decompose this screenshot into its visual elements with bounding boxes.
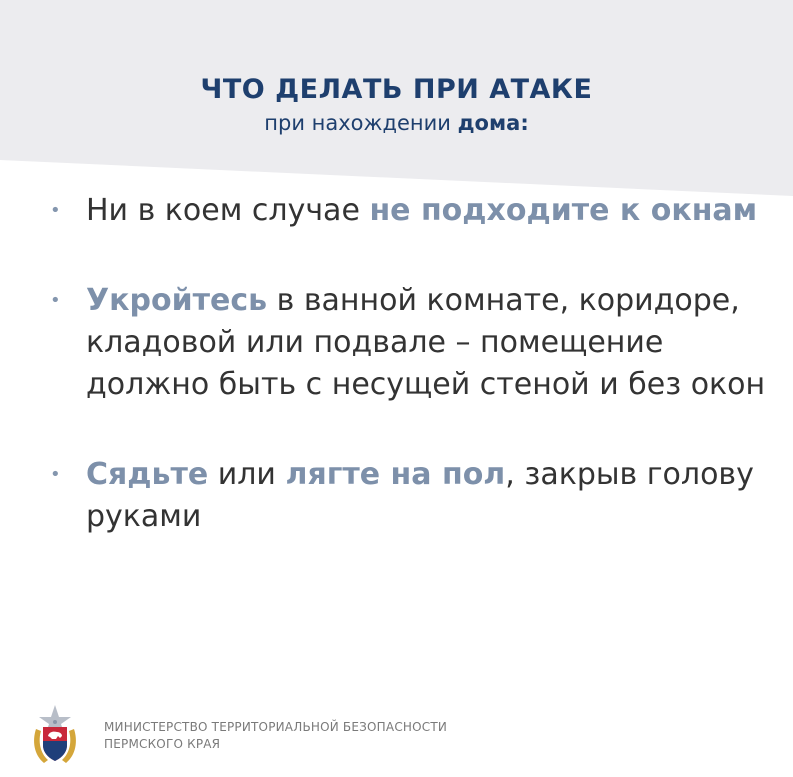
list-item (50, 280, 770, 406)
page-subtitle (0, 108, 793, 138)
bullet-dot-icon: • (50, 464, 61, 485)
ministry-emblem-icon (30, 705, 80, 767)
text-part: или (208, 457, 286, 492)
list-item (50, 190, 770, 232)
list-item (50, 454, 770, 538)
highlight-part: Укройтесь (86, 283, 268, 318)
list-item-text (86, 280, 770, 406)
subtitle-strong: дома: (457, 111, 529, 135)
subtitle-prefix: при нахождении (264, 111, 458, 135)
footer (30, 705, 447, 767)
text-part: в ванной комнате, коридоре, кладовой или подвале – помещение должно быть с несущей стеной и без окон (86, 283, 766, 402)
text-part: Ни в коем случае (86, 193, 370, 228)
text-part: , закрыв голову руками (86, 457, 754, 534)
highlight-part: Сядьте (86, 457, 209, 492)
organization-name (104, 719, 447, 753)
list-item-text (86, 190, 757, 232)
list-item-text (86, 454, 770, 538)
org-line-1: МИНИСТЕРСТВО ТЕРРИТОРИАЛЬНОЙ БЕЗОПАСНОСТИ (104, 720, 448, 734)
header (0, 72, 793, 138)
instruction-list (50, 190, 770, 538)
highlight-part: лягте на пол (285, 457, 506, 492)
bullet-dot-icon: • (50, 200, 61, 221)
org-line-2: ПЕРМСКОГО КРАЯ (104, 737, 221, 751)
bullet-dot-icon: • (50, 290, 61, 311)
highlight-part: не подходите к окнам (369, 193, 758, 228)
page-title: ЧТО ДЕЛАТЬ ПРИ АТАКЕ (200, 74, 593, 105)
